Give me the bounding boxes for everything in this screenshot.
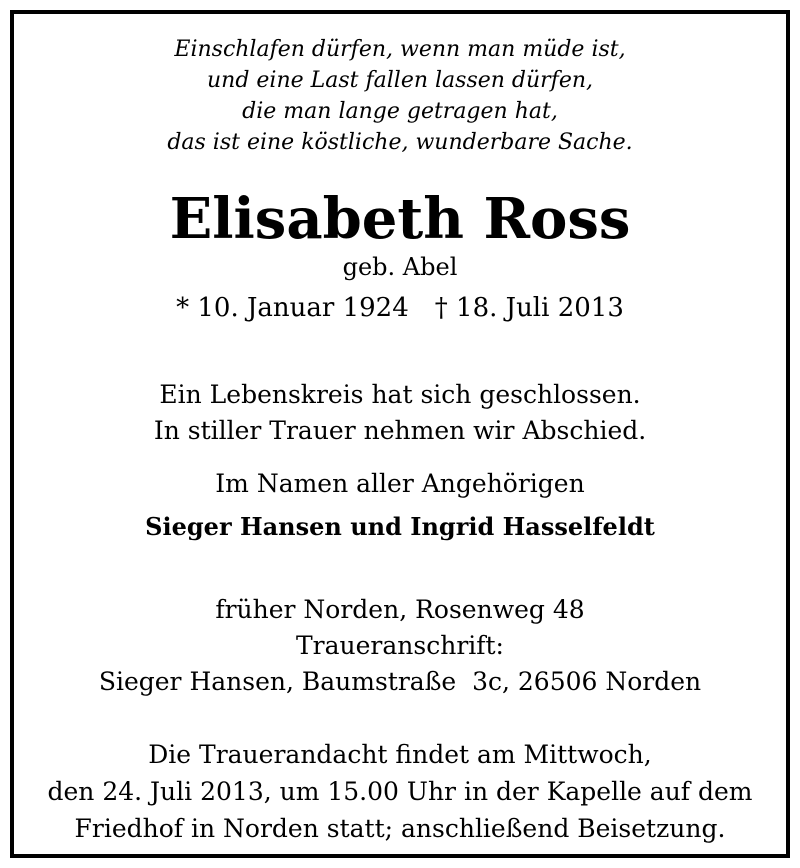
maiden-name: geb. Abel	[342, 253, 458, 281]
birth-date: * 10. Januar 1924	[176, 293, 409, 323]
address-block	[14, 592, 786, 700]
service-line: den 24. Juli 2013, um 15.00 Uhr in der Kapelle auf dem	[47, 777, 753, 806]
farewell-text	[14, 377, 786, 449]
farewell-line: Ein Lebenskreis hat sich geschlossen.	[159, 380, 641, 409]
obituary-notice	[10, 10, 790, 858]
mourning-address-label: Traueranschrift:	[296, 631, 504, 660]
poem	[14, 34, 786, 158]
life-dates	[14, 292, 786, 324]
signers: Sieger Hansen und Ingrid Hasselfeldt	[145, 512, 655, 541]
mourning-address: Sieger Hansen, Baumstraße 3c, 26506 Norden	[98, 667, 702, 696]
death-date: † 18. Juli 2013	[434, 293, 624, 323]
poem-line: die man lange getragen hat,	[242, 99, 558, 124]
on-behalf-line: Im Namen aller Angehörigen	[215, 469, 585, 498]
on-behalf-text	[14, 466, 786, 502]
service-line: Friedhof in Norden statt; anschließend Beisetzung.	[74, 814, 726, 843]
service-line: Die Trauerandacht findet am Mittwoch,	[148, 740, 652, 769]
former-address: früher Norden, Rosenweg 48	[215, 595, 585, 624]
poem-line: das ist eine köstliche, wunderbare Sache.	[167, 130, 633, 155]
poem-line: und eine Last fallen lassen dürfen,	[206, 68, 594, 93]
farewell-line: In stiller Trauer nehmen wir Abschied.	[153, 416, 647, 445]
deceased-name: Elisabeth Ross	[169, 186, 631, 252]
poem-line: Einschlafen dürfen, wenn man müde ist,	[174, 37, 626, 62]
service-info	[14, 736, 786, 847]
